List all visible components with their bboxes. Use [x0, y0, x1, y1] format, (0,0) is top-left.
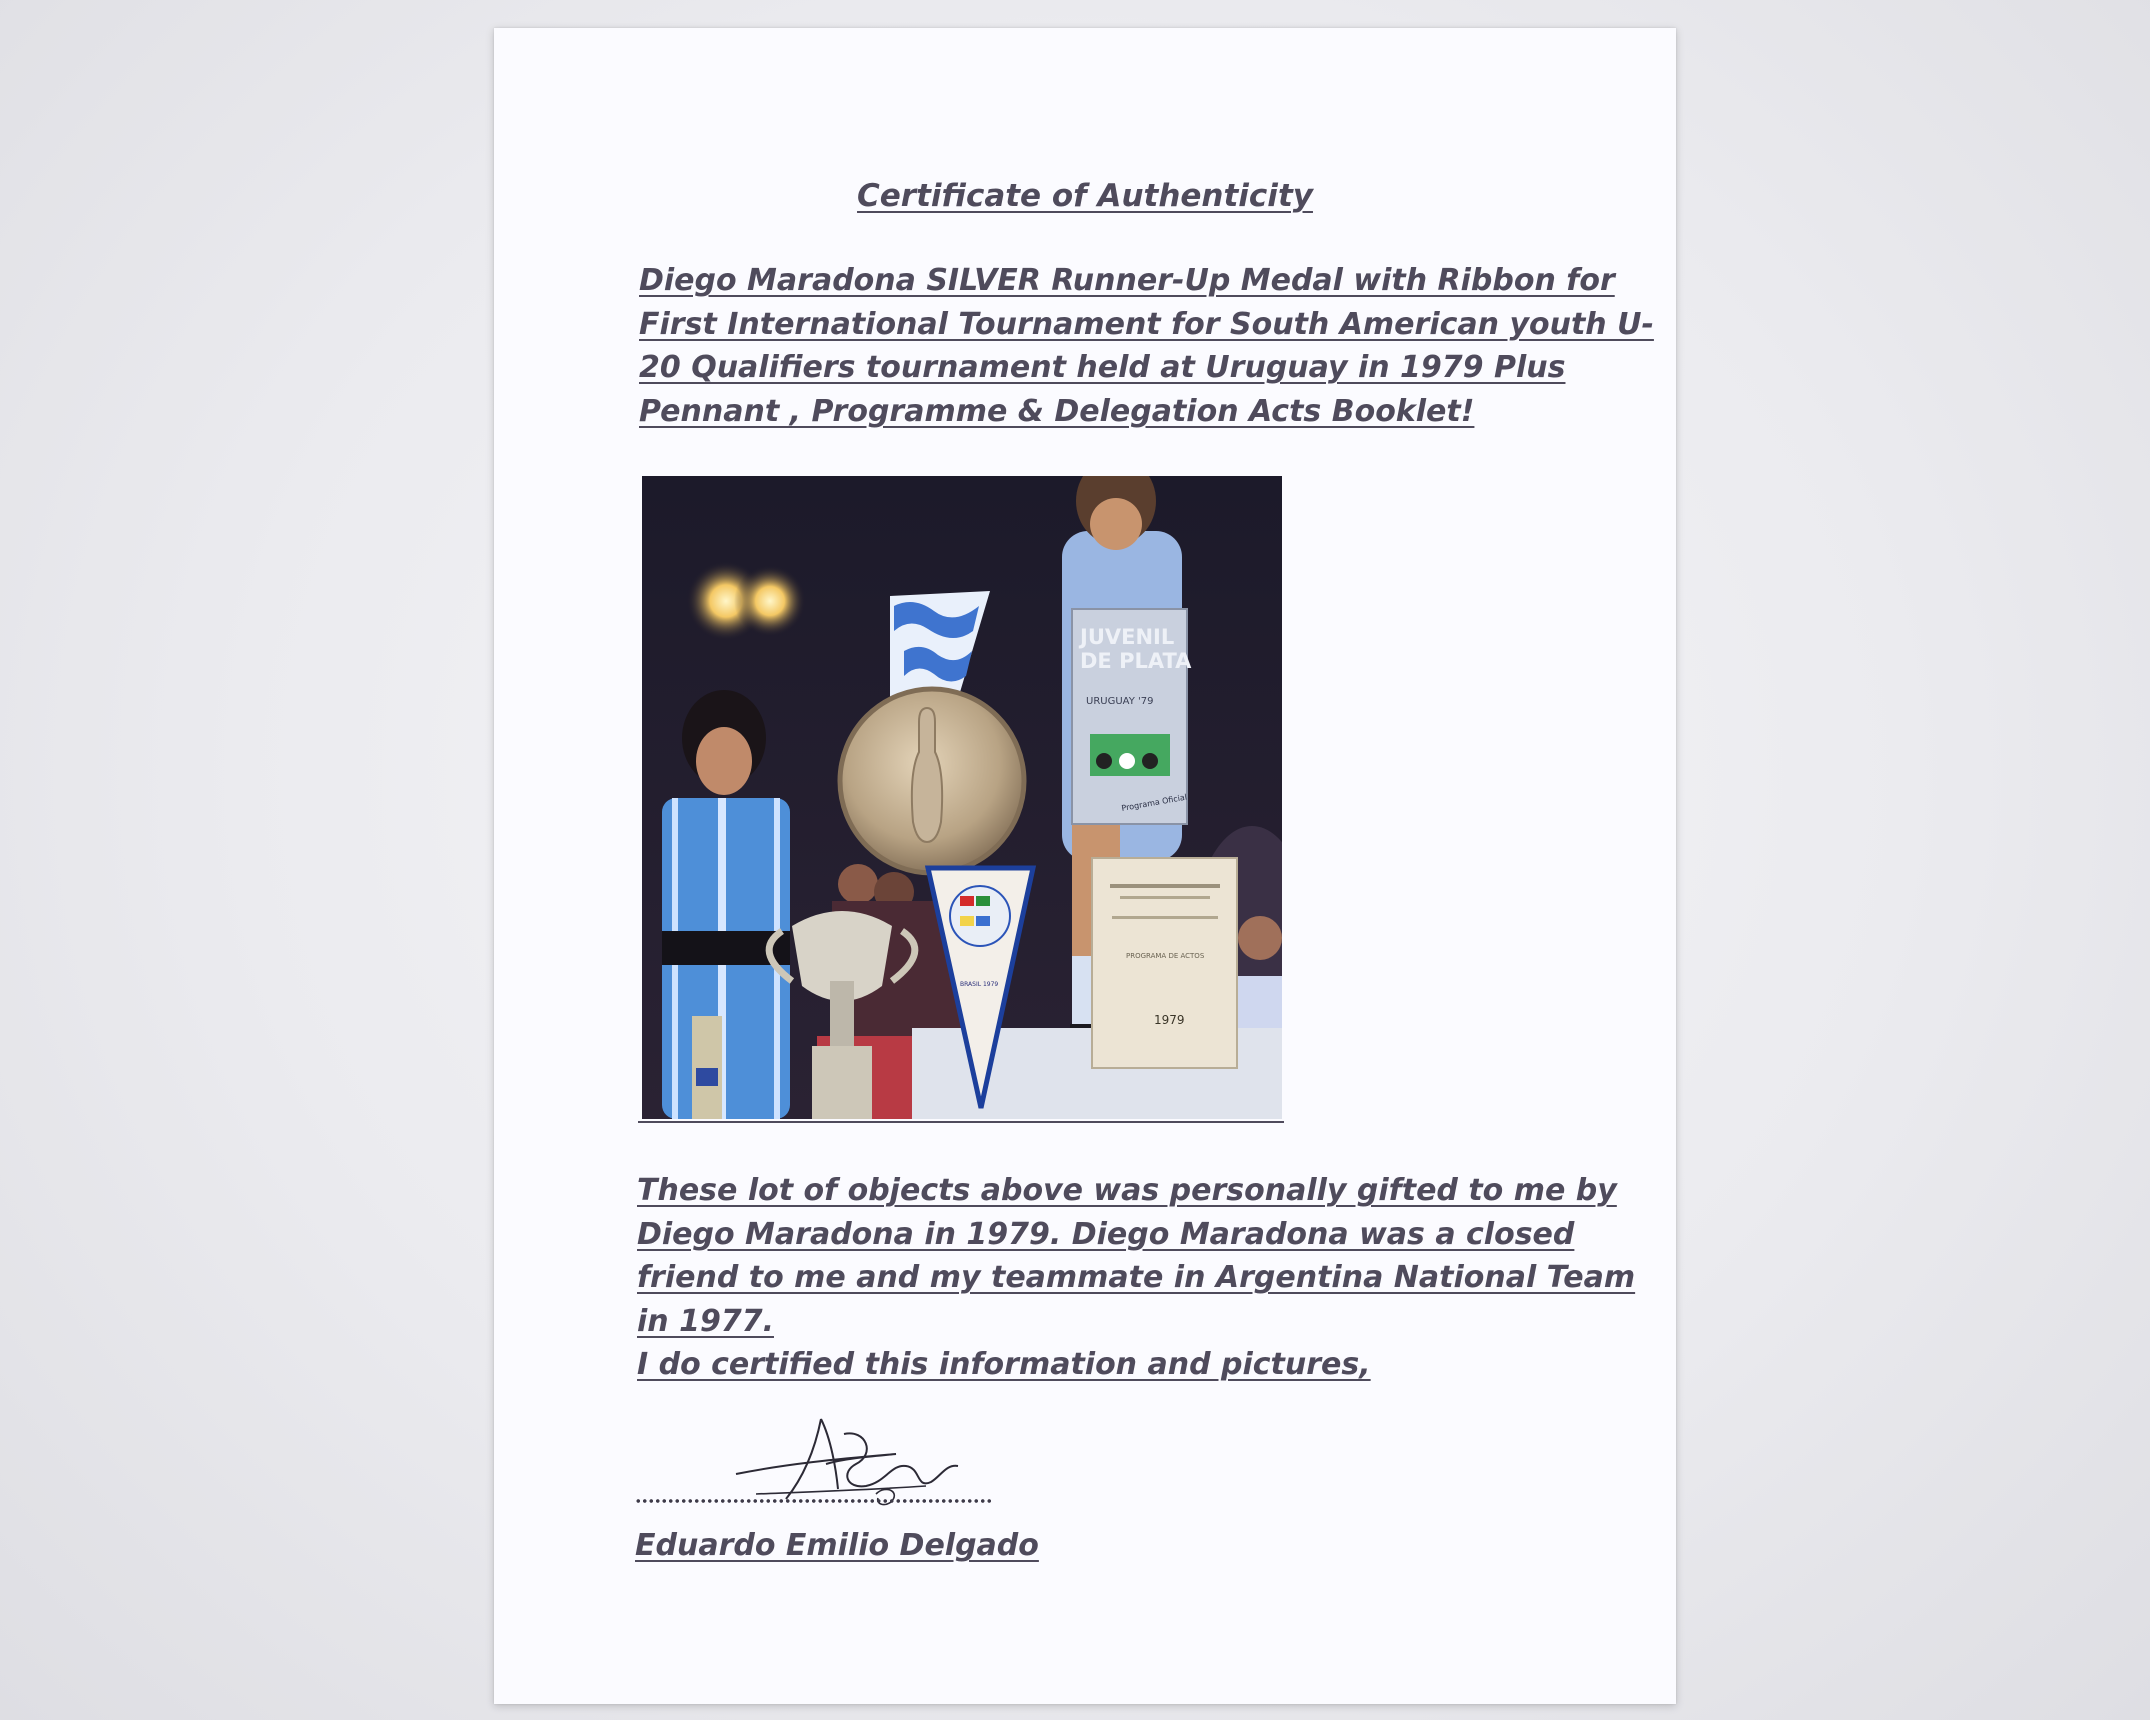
statement-line: friend to me and my teammate in Argentina National Team	[637, 1260, 1636, 1295]
statement-line: Diego Maradona in 1979. Diego Maradona was a closed	[637, 1216, 1575, 1252]
event-photo	[642, 476, 1282, 1119]
certificate-title: Certificate of Authenticity	[857, 178, 1313, 214]
gift-statement	[637, 1169, 1635, 1387]
programme-footer: Programa Oficial	[1120, 792, 1188, 813]
statement-line: I do certified this information and pictures,	[637, 1347, 1371, 1382]
description-line: Pennant , Programme & Delegation Acts Booklet!	[639, 393, 1475, 429]
programme-subtitle: URUGUAY '79	[1086, 696, 1154, 707]
statement-line: These lot of objects above was personally gifted to me by	[637, 1173, 1617, 1208]
description-line: 20 Qualifiers tournament held at Uruguay in 1979 Plus	[639, 350, 1566, 385]
signer-name: Eduardo Emilio Delgado	[635, 1528, 1039, 1563]
booklet-heading: PROGRAMA DE ACTOS	[1126, 952, 1205, 960]
programme-cover-line: DE PLATA	[1080, 649, 1192, 673]
booklet-year: 1979	[1154, 1013, 1185, 1027]
programme-cover-line: JUVENIL	[1080, 625, 1175, 649]
photo-underline	[638, 1121, 1284, 1123]
certificate-page	[494, 28, 1676, 1704]
pennant-text: BRASIL 1979	[960, 981, 999, 988]
signature-line	[635, 1496, 992, 1506]
description-line: Diego Maradona SILVER Runner-Up Medal with Ribbon for	[639, 263, 1615, 298]
item-description	[639, 259, 1654, 433]
statement-line: in 1977.	[637, 1303, 774, 1339]
description-line: First International Tournament for South American youth U-	[639, 306, 1654, 342]
